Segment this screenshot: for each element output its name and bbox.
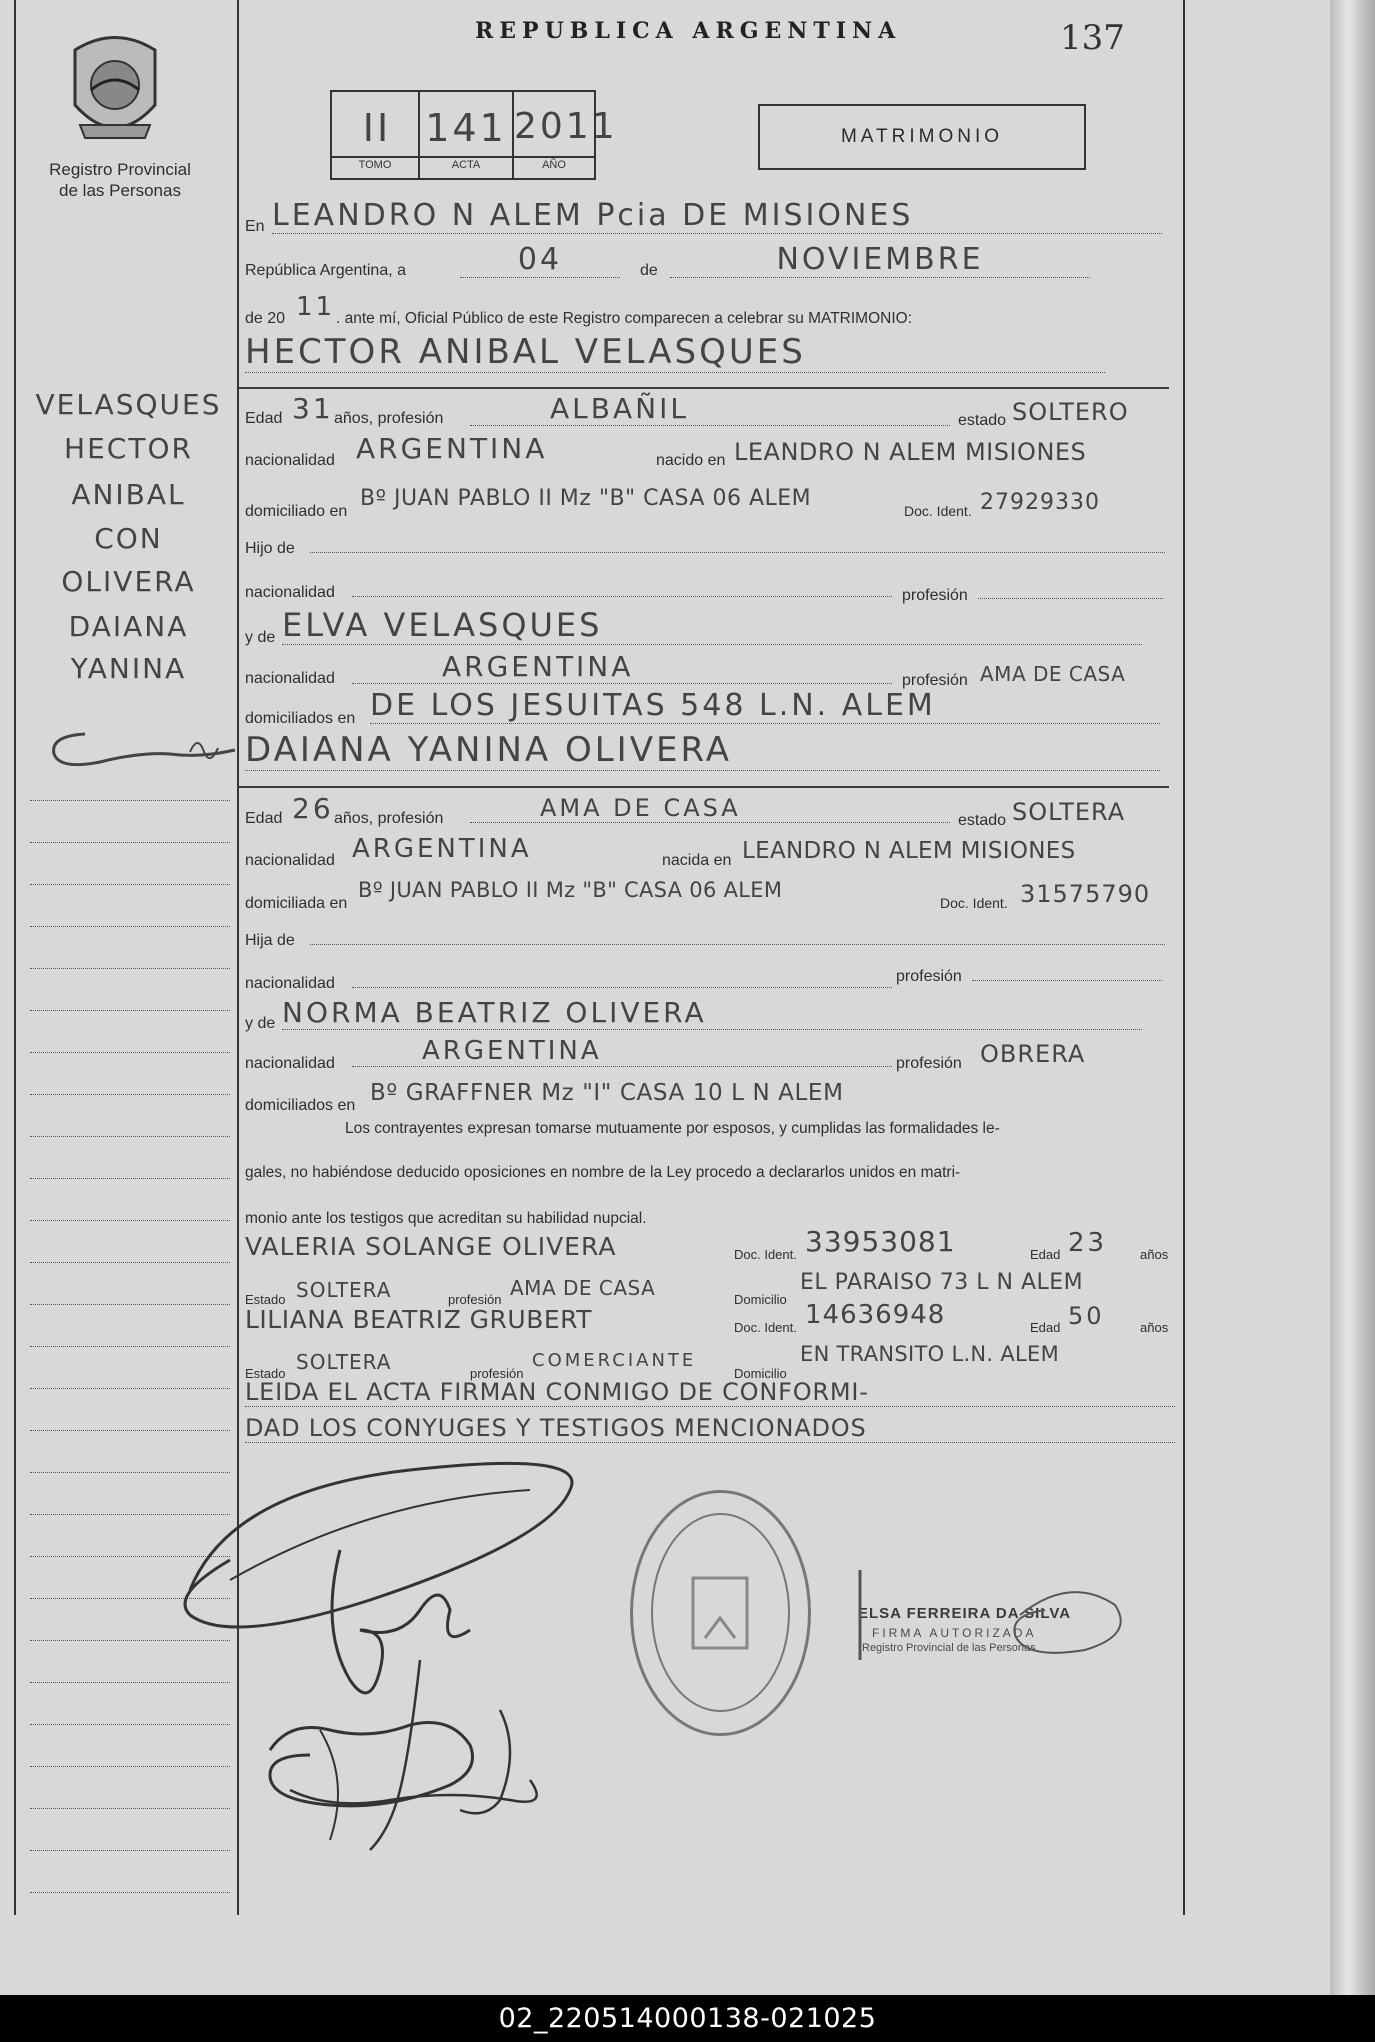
groom-dom-label: domiciliado en — [245, 503, 348, 520]
bride-father-line — [310, 944, 1165, 945]
book-page-edge — [1330, 0, 1375, 1995]
record-type-box — [758, 104, 1086, 170]
declaration-line2: gales, no habiéndose deducido oposiciones en nombre de la Ley procedo a declararlos unidos en matri- — [245, 1164, 961, 1181]
year-suffix: 11 — [296, 292, 336, 322]
marriage-day: 04 — [460, 242, 620, 278]
left-rule-line — [30, 1052, 230, 1053]
witness1-address: EL PARAISO 73 L N ALEM — [800, 1270, 1084, 1295]
groom-estado-label: estado — [958, 412, 1007, 429]
bride-mother-nationality: ARGENTINA — [352, 1036, 892, 1067]
year-prefix: de 20 — [245, 310, 286, 327]
comparecen-text: . ante mí, Oficial Público de este Registro comparecen a celebrar su MATRIMONIO: — [336, 310, 913, 327]
bride-mother-name: NORMA BEATRIZ OLIVERA — [282, 996, 1142, 1030]
witness2-prof-label: profesión — [470, 1366, 524, 1381]
groom-father-nac-label: nacionalidad — [245, 584, 335, 601]
witness2-doc-label: Doc. Ident. — [734, 1320, 797, 1335]
groom-nationality: ARGENTINA — [356, 432, 548, 465]
bride-doc-label: Doc. Ident. — [940, 895, 1008, 911]
left-rule-line — [30, 1892, 230, 1893]
groom-mother-nationality: ARGENTINA — [352, 650, 892, 684]
bride-father-nac-line — [352, 987, 892, 988]
bride-nationality: ARGENTINA — [352, 834, 532, 864]
margin-note-line: DAIANA — [68, 610, 189, 643]
marriage-month: NOVIEMBRE — [670, 242, 1090, 278]
groom-birthplace: LEANDRO N ALEM MISIONES — [734, 438, 1087, 466]
groom-age: 31 — [292, 392, 334, 425]
margin-note-line: ANIBAL — [71, 478, 186, 511]
witness1-dom-label: Domicilio — [734, 1292, 787, 1307]
declaration-line3: monio ante los testigos que acreditan su habilidad nupcial. — [245, 1210, 647, 1227]
bride-age: 26 — [292, 792, 334, 825]
left-rule-line — [30, 800, 230, 801]
acta-label: ACTA — [451, 159, 481, 171]
margin-note-line: VELASQUES — [35, 388, 222, 421]
witness1-doc: 33953081 — [805, 1225, 956, 1258]
en-label: En — [245, 218, 265, 235]
left-rule-line — [30, 1346, 230, 1347]
groom-edad-label: Edad — [245, 410, 283, 427]
left-rule-line — [30, 1136, 230, 1137]
witness1-age: 23 — [1068, 1228, 1108, 1258]
witness2-address: EN TRANSITO L.N. ALEM — [800, 1342, 1060, 1366]
witness2-profession: COMERCIANTE — [532, 1350, 697, 1371]
closing-line1: LEIDA EL ACTA FIRMAN CONMIGO DE CONFORMI- — [245, 1378, 1175, 1407]
groom-parents-address: DE LOS JESUITAS 548 L.N. ALEM — [370, 688, 1160, 724]
groom-nac-label: nacionalidad — [245, 452, 335, 469]
witness1-edad-label: Edad — [1030, 1247, 1061, 1262]
groom-doc-number: 27929330 — [980, 490, 1100, 515]
witness2-anios-label: años — [1140, 1320, 1169, 1335]
witness1-estado-label: Estado — [245, 1292, 286, 1307]
official-round-seal — [630, 1490, 811, 1736]
margin-note-line: CON — [94, 522, 163, 555]
right-border — [1183, 0, 1185, 1915]
witness2-doc: 14636948 — [805, 1300, 946, 1330]
groom-hijo-label: Hijo de — [245, 540, 295, 557]
stamp-signature-scribble — [850, 1560, 1140, 1670]
anio-label: AÑO — [542, 159, 566, 171]
country-title: REPUBLICA ARGENTINA — [475, 18, 902, 44]
bride-parents-address: Bº GRAFFNER Mz "I" CASA 10 L N ALEM — [370, 1080, 844, 1106]
witness2-age: 50 — [1068, 1302, 1105, 1330]
left-rule-line — [30, 926, 230, 927]
witness1-doc-label: Doc. Ident. — [734, 1247, 797, 1262]
anio-value: 2011 — [514, 106, 618, 147]
groom-marital-status: SOLTERO — [1012, 398, 1129, 426]
stamp-officer-org: Registro Provincial de las Personas — [862, 1642, 1036, 1654]
witness2-name: LILIANA BEATRIZ GRUBERT — [245, 1305, 592, 1334]
witness1-estado: SOLTERA — [296, 1278, 392, 1302]
signature-scribbles — [170, 1430, 650, 1870]
witness2-estado-label: Estado — [245, 1366, 286, 1381]
divider-bride — [239, 786, 1169, 788]
bride-doc-number: 31575790 — [1020, 880, 1151, 908]
bride-nacida-label: nacida en — [662, 852, 732, 869]
page-number: 137 — [1060, 18, 1125, 58]
bride-mother-prof-label: profesión — [896, 1055, 962, 1072]
left-rule-line — [30, 1220, 230, 1221]
groom-profession: ALBAÑIL — [470, 392, 950, 426]
witness1-profession: AMA DE CASA — [510, 1276, 656, 1300]
margin-note-line: YANINA — [70, 652, 187, 685]
groom-father-prof-label: profesión — [902, 587, 968, 604]
witness2-dom-label: Domicilio — [734, 1366, 787, 1381]
witness2-estado: SOLTERA — [296, 1350, 392, 1374]
bride-dom-label: domiciliada en — [245, 895, 348, 912]
declaration-line1: Los contrayentes expresan tomarse mutuamente por esposos, y cumplidas las formalidades le- — [345, 1120, 1000, 1137]
bride-birthplace: LEANDRO N ALEM MISIONES — [742, 838, 1076, 864]
witness1-name: VALERIA SOLANGE OLIVERA — [245, 1232, 617, 1261]
left-border — [14, 0, 16, 1915]
left-rule-line — [30, 842, 230, 843]
tomo-value: II — [362, 106, 392, 150]
record-id-box — [330, 90, 618, 180]
bride-mother-profession: OBRERA — [980, 1040, 1086, 1068]
witness2-edad-label: Edad — [1030, 1320, 1061, 1335]
divider-groom — [239, 387, 1169, 389]
left-rule-line — [30, 1178, 230, 1179]
closing-line2: DAD LOS CONYUGES Y TESTIGOS MENCIONADOS — [245, 1414, 1175, 1443]
groom-yde-label: y de — [245, 629, 276, 646]
margin-note-line: HECTOR — [64, 432, 193, 465]
groom-mother-name: ELVA VELASQUES — [282, 606, 1142, 645]
tomo-label: TOMO — [358, 159, 392, 171]
bride-hija-label: Hija de — [245, 932, 295, 949]
seal-emblem-icon — [685, 1568, 755, 1658]
left-rule-line — [30, 1388, 230, 1389]
bride-marital-status: SOLTERA — [1012, 798, 1126, 826]
witness1-anios-label: años — [1140, 1247, 1169, 1262]
de-label: de — [640, 262, 658, 279]
groom-anios-prof-label: años, profesión — [334, 410, 444, 427]
marriage-place: LEANDRO N ALEM Pcia DE MISIONES — [272, 198, 1162, 234]
bride-estado-label: estado — [958, 812, 1007, 829]
bride-yde-label: y de — [245, 1015, 276, 1032]
bride-doms-label: domiciliados en — [245, 1097, 356, 1114]
groom-mother-profession: AMA DE CASA — [980, 662, 1126, 686]
groom-address: Bº JUAN PABLO II Mz "B" CASA 06 ALEM — [360, 486, 812, 511]
left-rule-line — [30, 1304, 230, 1305]
groom-doc-label: Doc. Ident. — [904, 503, 972, 519]
groom-nacido-label: nacido en — [656, 452, 726, 469]
bride-profession: AMA DE CASA — [470, 794, 950, 823]
bride-anios-prof-label: años, profesión — [334, 810, 444, 827]
left-rule-line — [30, 1010, 230, 1011]
bride-address: Bº JUAN PABLO II Mz "B" CASA 06 ALEM — [358, 878, 783, 902]
scan-footer-code: 02_220514000138-021025 — [0, 1995, 1375, 2042]
registry-name-line2: de las Personas — [59, 181, 181, 200]
record-type: MATRIMONIO — [840, 126, 1004, 147]
left-rule-line — [30, 968, 230, 969]
groom-mother-nac-label: nacionalidad — [245, 670, 335, 687]
witness1-prof-label: profesión — [448, 1292, 502, 1307]
bride-father-prof-line — [972, 980, 1162, 981]
registry-name-line1: Registro Provincial — [49, 160, 191, 179]
acta-value: 141 — [425, 106, 507, 150]
groom-father-line — [310, 552, 1165, 553]
margin-note-line: OLIVERA — [61, 565, 196, 598]
stamp-officer-name: ELSA FERREIRA DA SILVA — [858, 1605, 1072, 1622]
bride-nac-label: nacionalidad — [245, 852, 335, 869]
bride-father-nac-label: nacionalidad — [245, 975, 335, 992]
groom-full-name: HECTOR ANIBAL VELASQUES — [245, 332, 1105, 373]
left-rule-line — [30, 884, 230, 885]
left-rule-line — [30, 1262, 230, 1263]
stamp-officer-title: FIRMA AUTORIZADA — [872, 1626, 1037, 1640]
left-rule-line — [30, 1094, 230, 1095]
groom-father-nac-line — [352, 596, 892, 597]
provincial-seal-logo-icon — [65, 30, 165, 155]
margin-flourish-icon — [40, 722, 240, 782]
bride-full-name: DAIANA YANINA OLIVERA — [245, 730, 1160, 771]
bride-mother-nac-label: nacionalidad — [245, 1055, 335, 1072]
bride-edad-label: Edad — [245, 810, 283, 827]
republica-label: República Argentina, a — [245, 262, 406, 279]
groom-doms-label: domiciliados en — [245, 710, 356, 727]
bride-father-prof-label: profesión — [896, 968, 962, 985]
groom-mother-prof-label: profesión — [902, 672, 968, 689]
groom-father-prof-line — [978, 598, 1163, 599]
